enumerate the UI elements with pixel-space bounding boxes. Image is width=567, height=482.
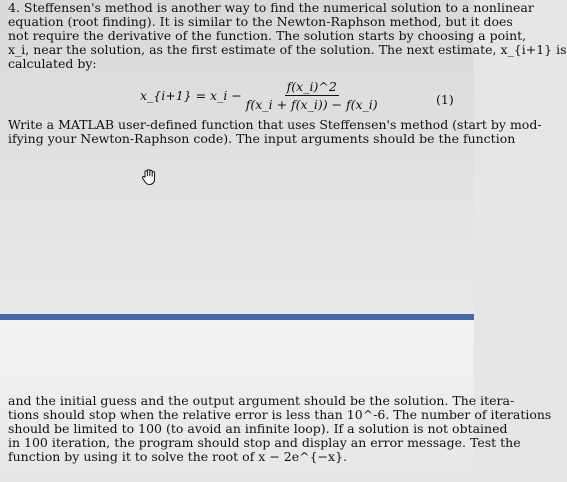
continuation-line: in 100 iteration, the program should stop and display an error message. Test the xyxy=(8,435,521,450)
problem-line: x_i, near the solution, as the first estimate of the solution. The next estimate, x_{i+1} is xyxy=(8,42,567,57)
equation-lhs: x_{i+1} = x_i − xyxy=(140,87,242,103)
continuation-paragraph xyxy=(8,393,552,464)
equation-fraction xyxy=(246,79,378,112)
equation-denominator: f(x_i + f(x_i)) − f(x_i) xyxy=(245,96,378,112)
continuation-line: should be limited to 100 (to avoid an infinite loop). If a solution is not obtained xyxy=(8,421,508,436)
problem-line: 4. Steffensen's method is another way to find the numerical solution to a nonlinear xyxy=(8,0,534,15)
instruction-paragraph xyxy=(8,117,542,146)
problem-line: calculated by: xyxy=(8,56,97,71)
equation-number: (1) xyxy=(436,92,454,107)
continuation-line: tions should stop when the relative error is less than 10^-6. The number of iterations xyxy=(8,407,552,422)
hand-cursor-icon xyxy=(141,168,157,186)
instruction-line: Write a MATLAB user-defined function that uses Steffensen's method (start by mod- xyxy=(8,117,542,132)
problem-line: not require the derivative of the function. The solution starts by choosing a point, xyxy=(8,28,527,43)
instruction-line: ifying your Newton-Raphson code). The input arguments should be the function xyxy=(8,131,516,146)
steffensen-equation xyxy=(140,78,378,112)
problem-intro-paragraph xyxy=(8,0,567,71)
continuation-line: and the initial guess and the output argument should be the solution. The itera- xyxy=(8,393,515,408)
equation-numerator: f(x_i)^2 xyxy=(286,78,337,94)
problem-line: equation (root finding). It is similar to the Newton-Raphson method, but it does xyxy=(8,14,513,29)
continuation-line: function by using it to solve the root of x − 2e^{−x}. xyxy=(8,449,348,464)
